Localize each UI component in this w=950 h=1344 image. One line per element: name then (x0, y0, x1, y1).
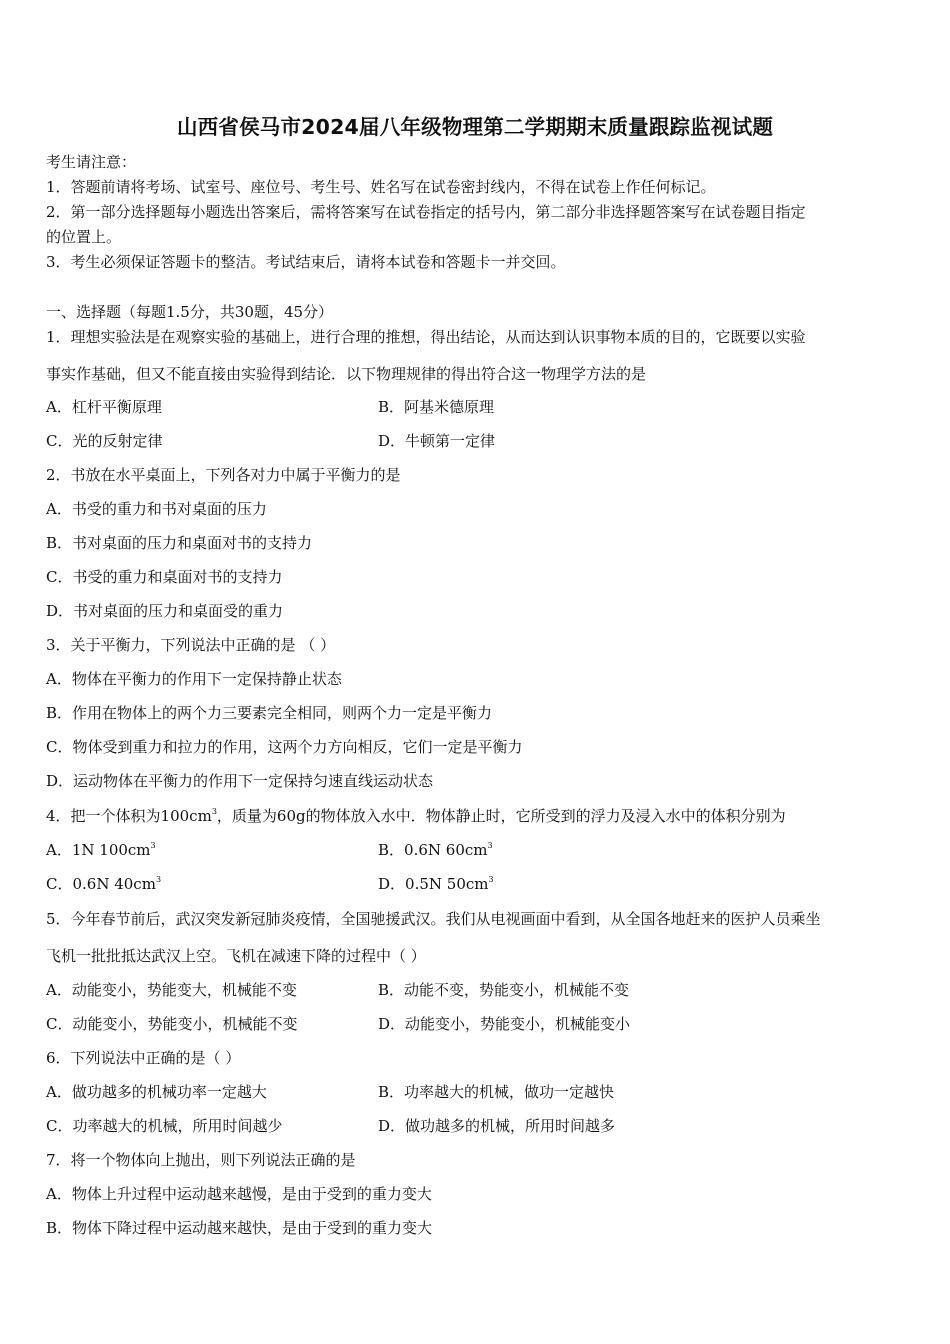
notice-item-2-cont: 的位置上。 (46, 228, 122, 246)
q1-stem-line2: 事实作基础，但又不能直接由实验得到结论．以下物理规律的得出符合这一物理学方法的是 (46, 365, 647, 383)
q1-option-a: A．杠杆平衡原理 (46, 398, 162, 416)
q5-option-b: B．动能不变，势能变小，机械能不变 (378, 981, 630, 999)
q4-stem-part1: 4．把一个体积为100cm (46, 807, 212, 825)
q5-option-d: D．动能变小，势能变小，机械能变小 (378, 1015, 631, 1033)
notice-heading: 考生请注意： (46, 153, 137, 171)
q6-option-d: D．做功越多的机械，所用时间越多 (378, 1117, 616, 1135)
q2-option-c: C．书受的重力和桌面对书的支持力 (46, 568, 283, 586)
q5-option-c: C．动能变小，势能变小，机械能不变 (46, 1015, 298, 1033)
q4-stem-superscript: 3 (211, 807, 217, 816)
q6-option-c: C．功率越大的机械，所用时间越少 (46, 1117, 283, 1135)
q4-stem-part2: ，质量为60g的物体放入水中．物体静止时，它所受到的浮力及浸入水中的体积分别为 (216, 807, 786, 825)
section-heading: 一、选择题（每题1.5分，共30题，45分） (46, 303, 334, 321)
q1-option-c: C．光的反射定律 (46, 432, 163, 450)
q4-option-b-text: B．0.6N 60cm (378, 841, 488, 859)
q4-option-b (378, 840, 493, 860)
q4-option-a-superscript: 3 (150, 841, 156, 850)
q4-option-d-superscript: 3 (488, 875, 494, 884)
q4-option-d (378, 874, 494, 894)
page-title: 山西省侯马市2024届八年级物理第二学期期末质量跟踪监视试题 (176, 115, 774, 139)
q5-stem-line2: 飞机一批批抵达武汉上空。飞机在减速下降的过程中（ ） (46, 947, 426, 965)
q6-option-b: B．功率越大的机械，做功一定越快 (378, 1083, 615, 1101)
q2-stem: 2．书放在水平桌面上，下列各对力中属于平衡力的是 (46, 466, 401, 484)
q6-stem: 6．下列说法中正确的是（ ） (46, 1049, 241, 1067)
q1-stem-line1: 1．理想实验法是在观察实验的基础上，进行合理的推想，得出结论，从而达到认识事物本质的目的，它既要以实验 (46, 328, 806, 346)
q2-option-d: D．书对桌面的压力和桌面受的重力 (46, 602, 284, 620)
q4-option-a-text: A．1N 100cm (46, 841, 151, 859)
q5-option-a: A．动能变小，势能变大，机械能不变 (46, 981, 297, 999)
q7-stem: 7．将一个物体向上抛出，则下列说法正确的是 (46, 1151, 356, 1169)
notice-item-3: 3．考生必须保证答题卡的整洁。考试结束后，请将本试卷和答题卡一并交回。 (46, 253, 566, 271)
q6-option-a: A．做功越多的机械功率一定越大 (46, 1083, 267, 1101)
notice-item-1: 1．答题前请将考场、试室号、座位号、考生号、姓名写在试卷密封线内，不得在试卷上作任何标记。 (46, 178, 716, 196)
q7-option-b: B．物体下降过程中运动越来越快，是由于受到的重力变大 (46, 1219, 433, 1237)
q4-option-c-superscript: 3 (155, 875, 162, 884)
q2-option-a: A．书受的重力和书对桌面的压力 (46, 500, 267, 518)
q3-option-d: D．运动物体在平衡力的作用下一定保持匀速直线运动状态 (46, 772, 434, 790)
q4-option-c-text: C．0.6N 40cm (46, 875, 156, 893)
q3-option-c: C．物体受到重力和拉力的作用，这两个力方向相反，它们一定是平衡力 (46, 738, 523, 756)
q3-option-b: B．作用在物体上的两个力三要素完全相同，则两个力一定是平衡力 (46, 704, 493, 722)
q4-option-d-text: D．0.5N 50cm (378, 875, 489, 893)
q1-option-b: B．阿基米德原理 (378, 398, 495, 416)
q4-option-a (46, 840, 156, 860)
q3-stem: 3．关于平衡力，下列说法中正确的是 （ ） (46, 636, 336, 654)
q4-option-c (46, 874, 161, 894)
q5-stem-line1: 5．今年春节前后，武汉突发新冠肺炎疫情，全国驰援武汉。我们从电视画面中看到，从全国各地赶来的医护人员乘坐 (46, 910, 821, 928)
q3-option-a: A．物体在平衡力的作用下一定保持静止状态 (46, 670, 342, 688)
q2-option-b: B．书对桌面的压力和桌面对书的支持力 (46, 534, 313, 552)
q1-option-d: D．牛顿第一定律 (378, 432, 496, 450)
q7-option-a: A．物体上升过程中运动越来越慢，是由于受到的重力变大 (46, 1185, 432, 1203)
notice-item-2: 2．第一部分选择题每小题选出答案后，需将答案写在试卷指定的括号内，第二部分非选择题答案写在试卷题目指定 (46, 203, 806, 221)
q4-stem (46, 806, 786, 826)
q4-option-b-superscript: 3 (487, 841, 493, 850)
